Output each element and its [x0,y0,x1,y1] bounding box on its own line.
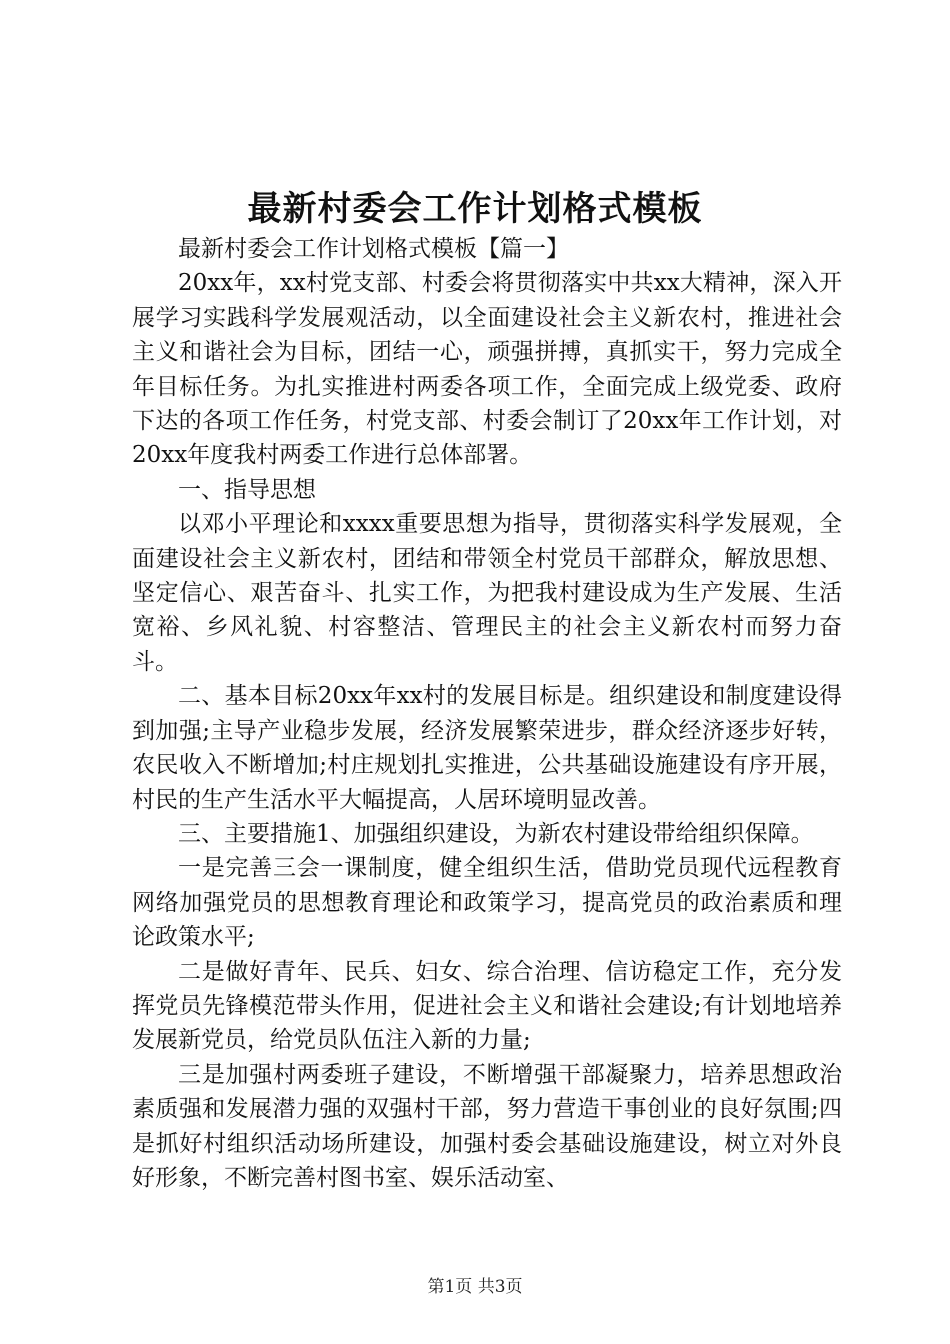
paragraph-main-measures: 三、主要措施1、加强组织建设，为新农村建设带给组织保障。 [178,820,814,847]
document-body [132,232,842,1195]
paragraph-measure-three: 三是加强村两委班子建设，不断增强干部凝聚力，培养思想政治素质强和发展潜力强的双强村干部，努力营造干事创业的良好氛围;四是抓好村组织活动场所建设，加强村委会基础设施建设，树立对外良好形象，不断完善村图书室、娱乐活动室、 [132,1061,842,1191]
paragraph-intro: 20xx年，xx村党支部、村委会将贯彻落实中共xx大精神，深入开展学习实践科学发展观活动，以全面建设社会主义新农村，推进社会主义和谐社会为目标，团结一心，顽强拼搏，真抓实干，努力完成全年目标任务。为扎实推进村两委各项工作，全面完成上级党委、政府下达的各项工作任务，村党支部、村委会制订了20xx年工作计划，对20xx年度我村两委工作进行总体部署。 [132,270,842,469]
section-subtitle: 最新村委会工作计划格式模板【篇一】 [178,236,569,262]
page-number-footer: 第1页 共3页 [427,1277,523,1297]
paragraph-guiding-ideology: 以邓小平理论和xxxx重要思想为指导，贯彻落实科学发展观，全面建设社会主义新农村，团结和带领全村党员干部群众，解放思想、坚定信心、艰苦奋斗、扎实工作，为把我村建设成为生产发展、生活宽裕、乡风礼貌、村容整洁、管理民主的社会主义新农村而努力奋斗。 [132,511,842,675]
heading-guiding-ideology: 一、指导思想 [178,476,316,503]
document-title: 最新村委会工作计划格式模板 [247,189,703,229]
paragraph-measure-one: 一是完善三会一课制度，健全组织生活，借助党员现代远程教育网络加强党员的思想教育理论和政策学习，提高党员的政治素质和理论政策水平; [132,855,842,951]
paragraph-basic-goals: 二、基本目标20xx年xx村的发展目标是。组织建设和制度建设得到加强;主导产业稳步发展，经济发展繁荣进步，群众经济逐步好转，农民收入不断增加;村庄规划扎实推进，公共基础设施建设有序开展，村民的生产生活水平大幅提高，人居环境明显改善。 [132,683,842,813]
paragraph-measure-two: 二是做好青年、民兵、妇女、综合治理、信访稳定工作，充分发挥党员先锋模范带头作用，促进社会主义和谐社会建设;有计划地培养发展新党员，给党员队伍注入新的力量; [132,958,842,1054]
